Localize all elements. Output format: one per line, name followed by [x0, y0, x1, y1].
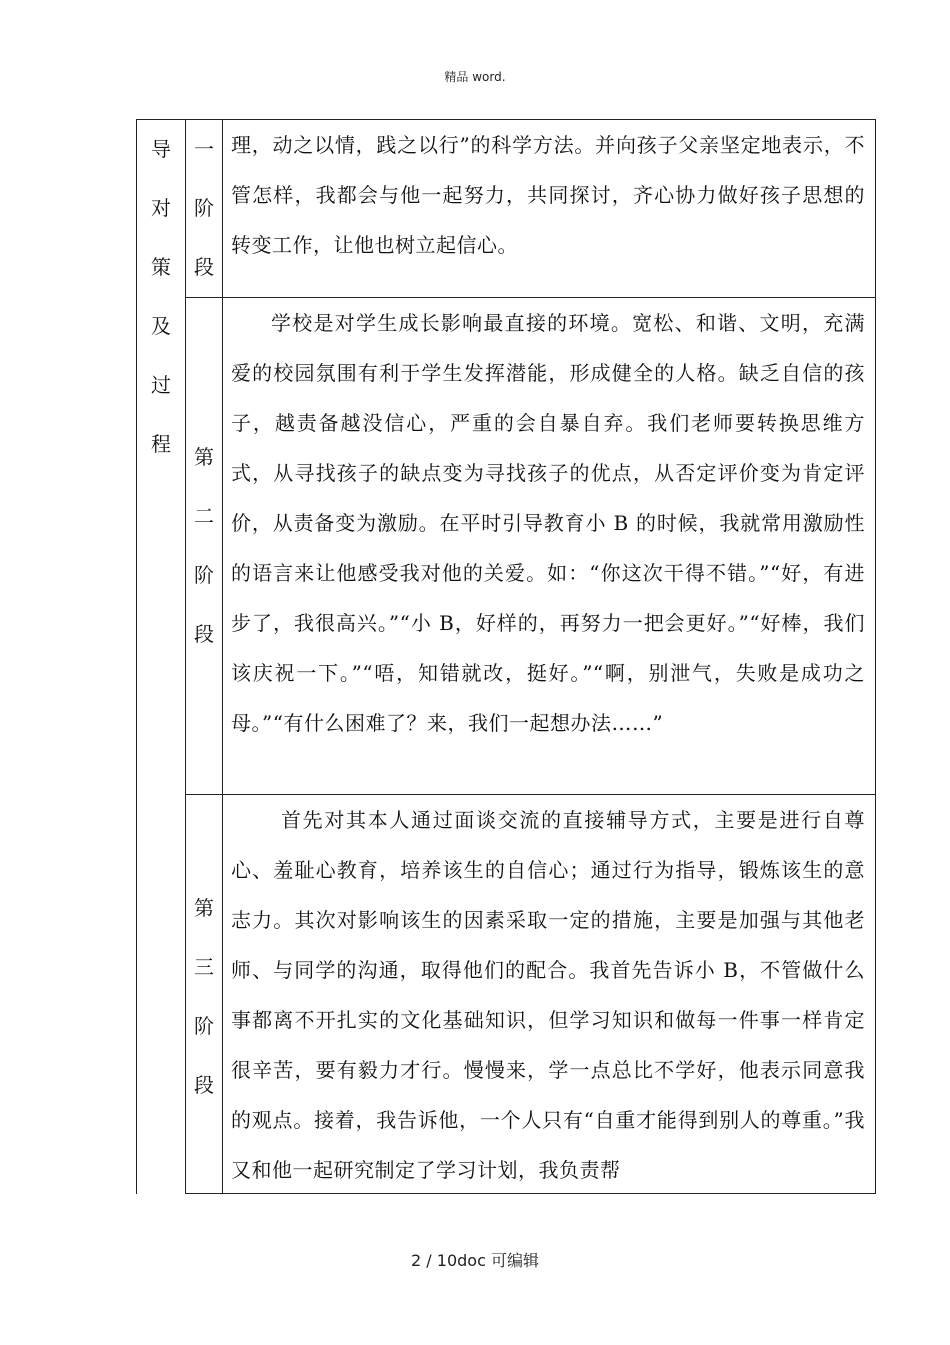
stage-char: 段	[194, 622, 214, 646]
stage-2-content	[223, 298, 875, 748]
stage-char: 阶	[194, 196, 214, 220]
page-footer: 2 / 10doc 可编辑	[411, 1251, 539, 1270]
stage-2-content-cell	[223, 298, 876, 795]
stage-3-content-cell	[223, 795, 876, 1194]
strategy-label-cell	[137, 120, 186, 1194]
stage-2-label-cell	[186, 298, 223, 795]
stage-char: 段	[194, 1073, 214, 1097]
stage-2-paragraph: 学校是对学生成长影响最直接的环境。宽松、和谐、文明，充满爱的校园氛围有利于学生发挥潜能，形成健全的人格。缺乏自信的孩子，越责备越没信心，严重的会自暴自弃。我们老师要转换思维方式，从寻找孩子的缺点变为寻找孩子的优点，从否定评价变为肯定评价，从责备变为激励。在平时引导教育小 B 的时候，我就常用激励性的语言来让他感受我对他的关爱。如：“你这次干得不错。”“好，有进步了，我很高兴。”“小 B，好样的，再努力一把会更好。”“好棒，我们该庆祝一下。”“唔，知错就改，挺好。”“啊，别泄气，失败是成功之母。”“有什么困难了？来，我们一起想办法……”	[231, 311, 865, 735]
label-char: 过	[151, 373, 171, 397]
stage-1-label	[186, 120, 222, 297]
stage-3-paragraph: 首先对其本人通过面谈交流的直接辅导方式，主要是进行自尊心、羞耻心教育，培养该生的自信心；通过行为指导，锻炼该生的意志力。其次对影响该生的因素采取一定的措施，主要是加强与其他老师、与同学的沟通，取得他们的配合。我首先告诉小 B，不管做什么事都离不开扎实的文化基础知识，但学习知识和做每一件事一样肯定很辛苦，要有毅力才行。慢慢来，学一点总比不学好，他表示同意我的观点。接着，我告诉他，一个人只有“自重才能得到别人的尊重。”我又和他一起研究制定了学习计划，我负责帮	[231, 808, 865, 1182]
stage-1-label-cell	[186, 120, 223, 298]
stage-char: 一	[194, 137, 214, 161]
stage-char: 三	[194, 955, 214, 979]
counseling-table	[136, 119, 876, 1194]
strategy-label	[137, 120, 185, 474]
label-char: 对	[151, 196, 171, 220]
stage-1-content-cell	[223, 120, 876, 298]
stage-char: 二	[194, 504, 214, 528]
stage-3-label	[186, 795, 222, 1115]
stage-3-content	[223, 795, 875, 1193]
table-row-stage-3	[137, 795, 876, 1194]
label-char: 程	[151, 432, 171, 456]
stage-2-label	[186, 298, 222, 664]
stage-1-paragraph: 理，动之以情，践之以行”的科学方法。并向孩子父亲坚定地表示，不管怎样，我都会与他一起努力，共同探讨，齐心协力做好孩子思想的转变工作，让他也树立起信心。	[231, 133, 865, 257]
table-row-stage-1	[137, 120, 876, 298]
label-char: 策	[151, 255, 171, 279]
page-header: 精品 word.	[444, 70, 506, 84]
stage-char: 第	[194, 896, 214, 920]
stage-char: 第	[194, 445, 214, 469]
stage-3-label-cell	[186, 795, 223, 1194]
label-char: 导	[151, 137, 171, 161]
stage-1-content	[223, 120, 875, 270]
label-char: 及	[151, 314, 171, 338]
stage-char: 段	[194, 255, 214, 279]
stage-char: 阶	[194, 1014, 214, 1038]
stage-char: 阶	[194, 563, 214, 587]
table-row-stage-2	[137, 298, 876, 795]
